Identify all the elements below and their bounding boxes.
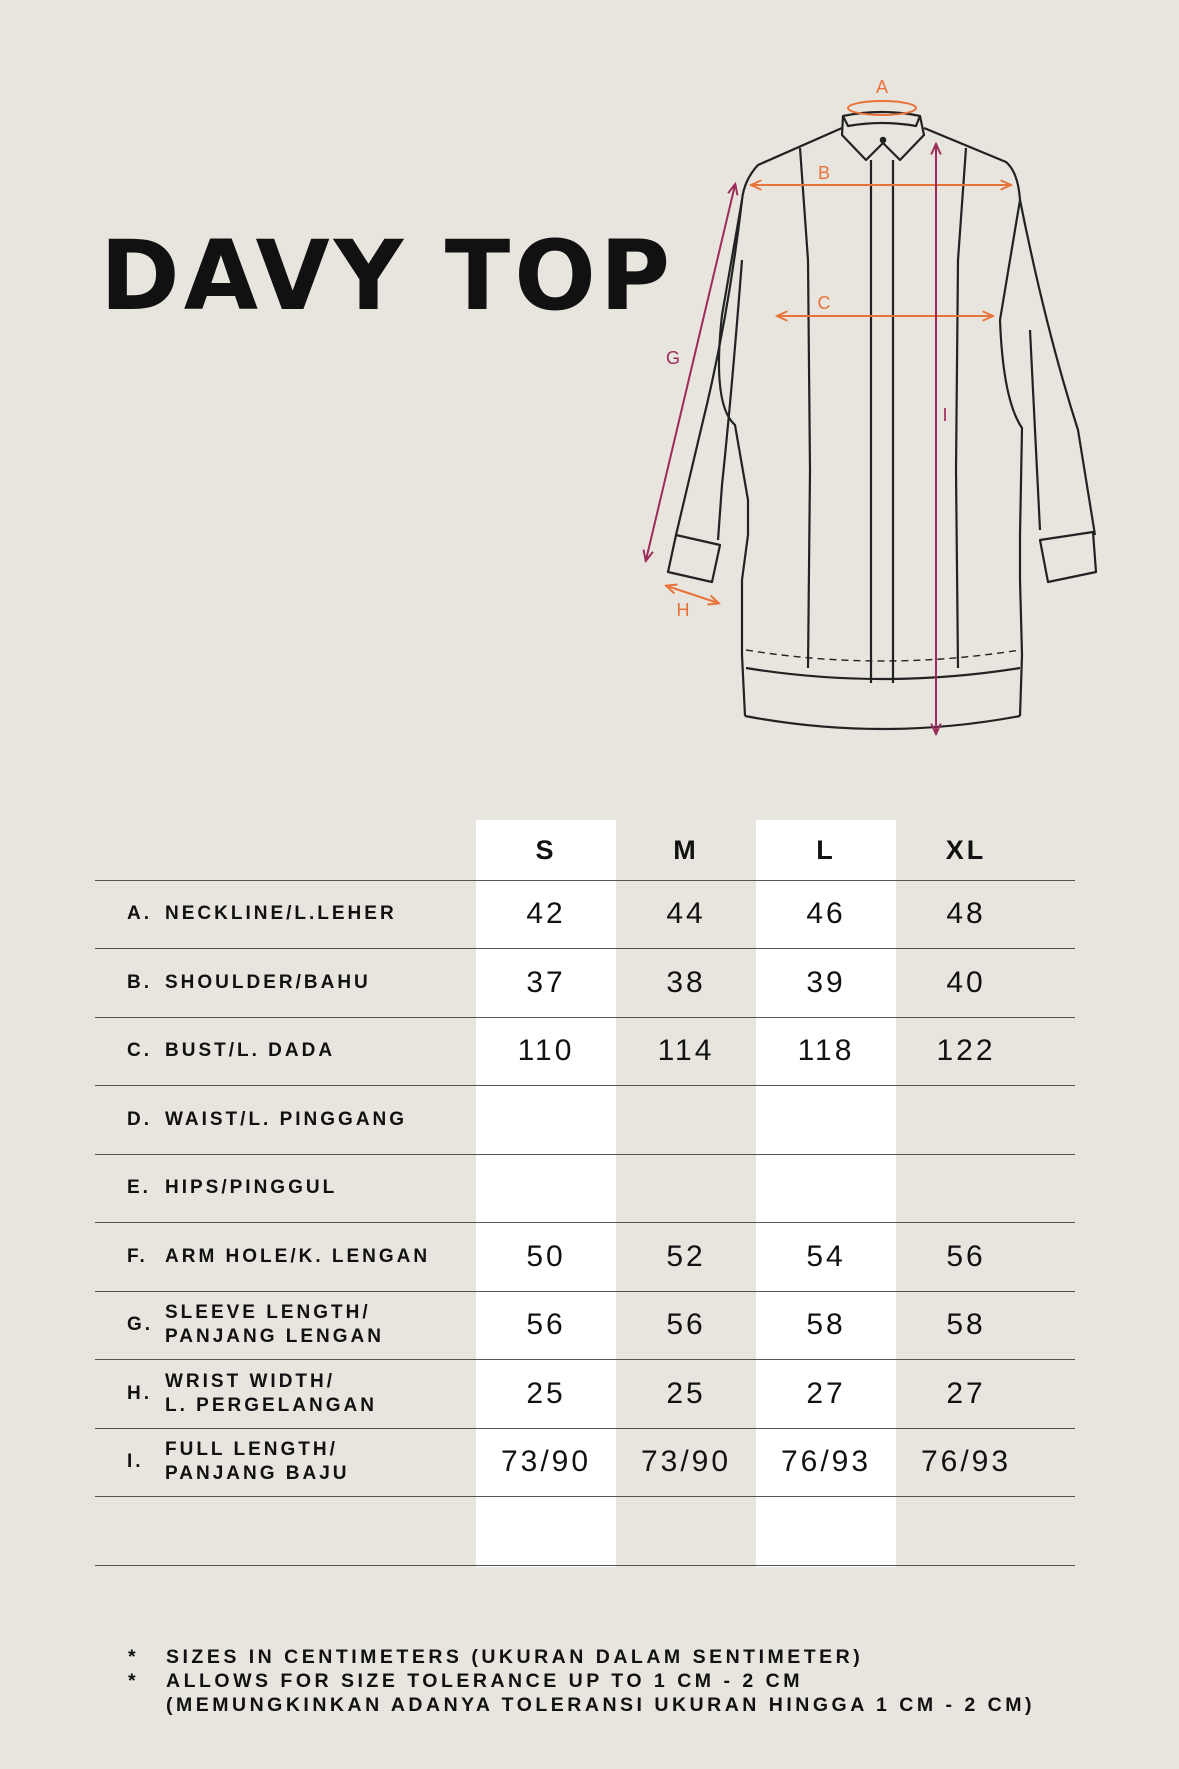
value-cell-xl: 40 xyxy=(946,965,986,999)
size-header-m: M xyxy=(673,834,699,865)
value-cell-m xyxy=(616,1154,756,1222)
label-b: B xyxy=(817,163,831,183)
row-label-text: HIPS/PINGGUL xyxy=(165,1177,338,1198)
value-cell-xl: 76/93 xyxy=(920,1445,1012,1478)
value-cell-m: 56 xyxy=(666,1308,706,1341)
table-row xyxy=(95,1428,1075,1497)
value-cell-m: 52 xyxy=(666,1239,706,1273)
value-cell-l: 118 xyxy=(797,1034,855,1067)
footnote-text: SIZES IN CENTIMETERS (UKURAN DALAM SENTIMETER) xyxy=(166,1646,864,1668)
row-letter: A. xyxy=(127,903,152,924)
value-cell-m: 44 xyxy=(666,897,706,930)
value-cell-m: 73/90 xyxy=(640,1445,732,1478)
value-cell-m: 114 xyxy=(657,1034,715,1067)
footnote-1 xyxy=(128,1645,1035,1669)
size-header-xl: XL xyxy=(945,834,987,865)
row-label-text: SHOULDER/BAHU xyxy=(165,971,371,993)
value-cell-s: 50 xyxy=(526,1239,566,1273)
footnotes xyxy=(128,1645,1035,1717)
row-label-text: FULL LENGTH/ xyxy=(165,1439,338,1460)
row-label xyxy=(127,1360,377,1428)
table-row xyxy=(95,1154,1075,1223)
table-row xyxy=(95,1017,1075,1086)
footnote-star: * xyxy=(128,1670,140,1692)
row-letter: E. xyxy=(127,1177,151,1198)
row-letter: I. xyxy=(127,1451,144,1472)
row-letter: G. xyxy=(127,1314,154,1335)
value-cell-l xyxy=(756,1154,896,1222)
value-cell-m xyxy=(616,1497,756,1565)
footnote-2 xyxy=(128,1669,1035,1693)
value-cell-s xyxy=(476,1497,616,1565)
value-cell-xl xyxy=(896,1154,1036,1222)
size-header-l: L xyxy=(816,834,836,865)
value-cell-xl xyxy=(896,1497,1036,1565)
table-row xyxy=(95,1086,1075,1155)
row-label-text: WRIST WIDTH/ xyxy=(165,1370,336,1392)
shirt-outline xyxy=(665,112,1096,729)
value-cell-s: 42 xyxy=(526,897,566,930)
table-row xyxy=(95,1360,1075,1429)
table-row xyxy=(95,949,1075,1018)
value-cell-xl: 48 xyxy=(946,897,986,930)
value-cell-s: 56 xyxy=(526,1308,566,1341)
value-cell-m: 25 xyxy=(666,1376,706,1410)
row-label xyxy=(127,1428,350,1496)
row-label xyxy=(127,1223,430,1291)
value-cell-xl: 56 xyxy=(946,1239,986,1273)
measure-arrows xyxy=(646,101,1010,733)
row-label-text-2: PANJANG LENGAN xyxy=(165,1326,384,1347)
footnote-text: ALLOWS FOR SIZE TOLERANCE UP TO 1 CM - 2 CM xyxy=(166,1670,803,1692)
row-label-text: SLEEVE LENGTH/ xyxy=(165,1302,371,1323)
footnote-star: * xyxy=(128,1646,140,1668)
value-cell-s xyxy=(476,1154,616,1222)
value-cell-l xyxy=(756,1086,896,1154)
label-a: A xyxy=(875,77,889,97)
label-g: G xyxy=(665,348,681,368)
value-cell-l: 54 xyxy=(806,1239,846,1273)
label-i: I xyxy=(942,405,948,425)
row-label xyxy=(127,1017,335,1085)
wrist-width-measure xyxy=(667,586,718,603)
row-label xyxy=(127,880,397,948)
row-letter: H. xyxy=(127,1382,152,1404)
row-label-text: WAIST/L. PINGGANG xyxy=(165,1108,408,1130)
garment-diagram xyxy=(630,70,1110,750)
row-letter: D. xyxy=(127,1108,152,1130)
row-letter: B. xyxy=(127,971,152,993)
value-cell-s: 110 xyxy=(517,1034,575,1067)
label-c: C xyxy=(817,293,831,313)
table-row xyxy=(95,880,1075,949)
row-label-text: BUST/L. DADA xyxy=(165,1040,336,1061)
row-label-text-2: PANJANG BAJU xyxy=(165,1463,350,1484)
row-label-text-2: L. PERGELANGAN xyxy=(165,1394,377,1416)
value-cell-m xyxy=(616,1086,756,1154)
table-header-row xyxy=(95,820,1075,881)
value-cell-xl: 122 xyxy=(936,1034,996,1067)
value-cell-l xyxy=(756,1497,896,1565)
value-cell-s: 37 xyxy=(526,965,566,999)
value-cell-xl: 58 xyxy=(946,1308,986,1341)
row-letter: C. xyxy=(127,1040,152,1061)
value-cell-xl: 27 xyxy=(946,1376,986,1410)
row-label xyxy=(127,1497,165,1565)
row-label xyxy=(127,1154,337,1222)
value-cell-l: 39 xyxy=(806,965,846,999)
value-cell-s: 73/90 xyxy=(500,1445,592,1478)
value-cell-l: 58 xyxy=(806,1308,846,1341)
table-row xyxy=(95,1291,1075,1360)
label-h: H xyxy=(676,600,690,620)
row-label-text: NECKLINE/L.LEHER xyxy=(165,903,397,924)
table-row xyxy=(95,1497,1075,1566)
footnote-3 xyxy=(128,1693,1035,1717)
value-cell-l: 27 xyxy=(806,1376,846,1410)
row-letter: F. xyxy=(127,1245,148,1267)
value-cell-l: 46 xyxy=(806,897,846,930)
row-label xyxy=(127,1291,384,1359)
value-cell-l: 76/93 xyxy=(780,1445,872,1478)
value-cell-xl xyxy=(896,1086,1036,1154)
row-label-text: ARM HOLE/K. LENGAN xyxy=(165,1245,431,1267)
value-cell-m: 38 xyxy=(666,965,706,999)
row-label xyxy=(127,949,371,1017)
value-cell-s xyxy=(476,1086,616,1154)
row-label xyxy=(127,1086,407,1154)
size-header-s: S xyxy=(535,834,557,865)
size-chart-table xyxy=(95,820,1075,1567)
value-cell-s: 25 xyxy=(526,1376,566,1410)
table-row xyxy=(95,1223,1075,1292)
page-title: DAVY TOP xyxy=(100,220,675,332)
footnote-text: (MEMUNGKINKAN ADANYA TOLERANSI UKURAN HINGGA 1 CM - 2 CM) xyxy=(166,1694,1036,1716)
